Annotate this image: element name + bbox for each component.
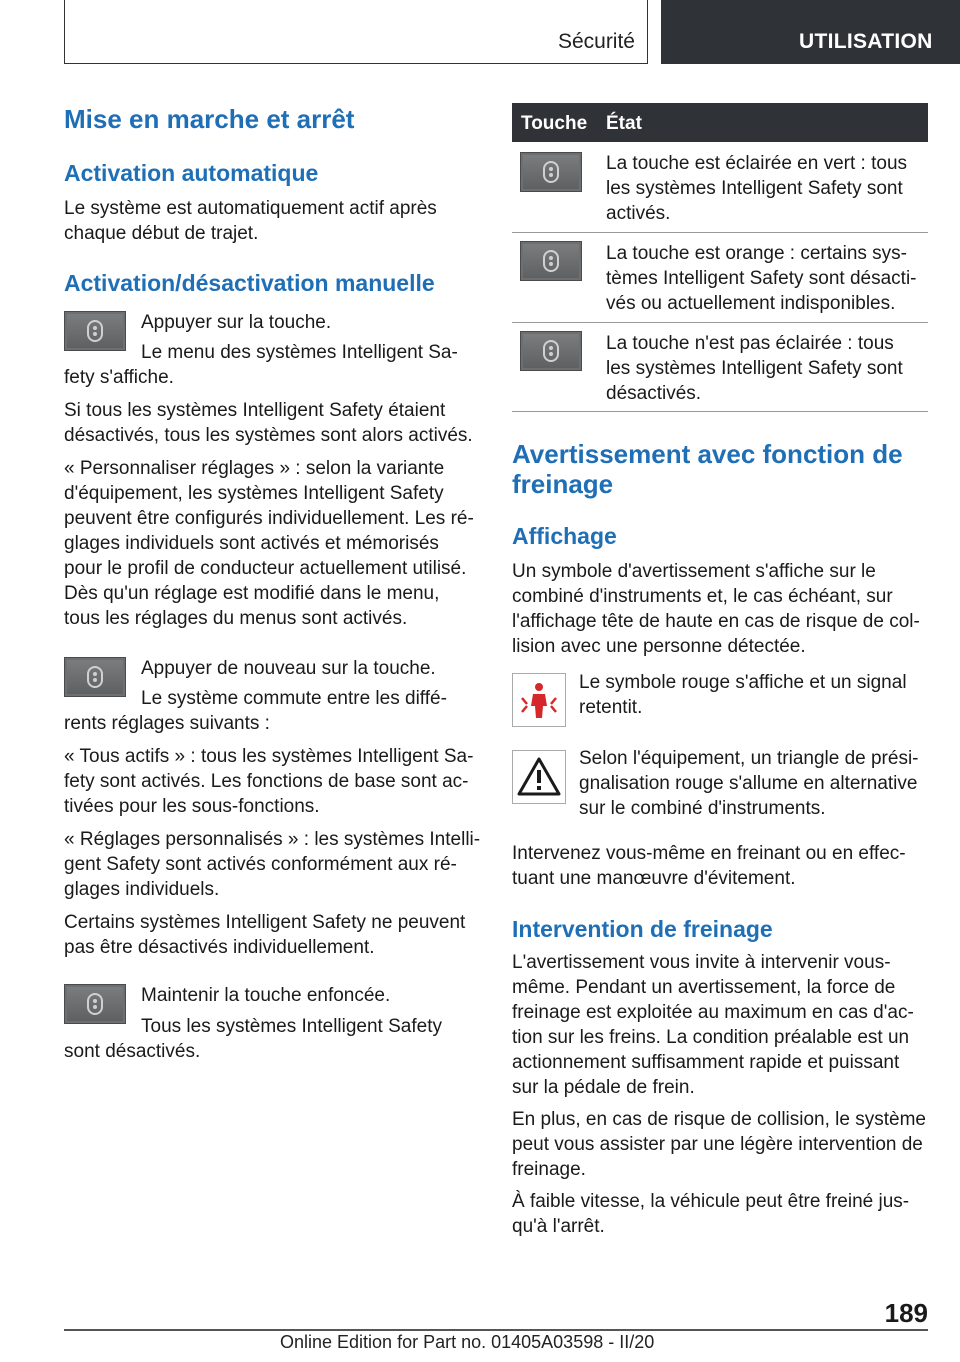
heading-brake-intervention: Intervention de freinage — [512, 916, 773, 942]
para2-line-3: peuvent être configurés individuellement. Les ré- — [64, 508, 474, 529]
heading-manual-activation: Activation/désactivation manuelle — [64, 270, 435, 296]
table-row2-line-1: La touche est orange : certains sys- — [606, 243, 907, 264]
para5-line-2: pas être désactivés individuellement. — [64, 937, 375, 958]
para4-line-1: « Réglages personnalisés » : les systèmes Intelli- — [64, 829, 481, 850]
auto-activation-line-1: Le système est automatiquement actif après — [64, 198, 437, 219]
triangle-line-1: Selon l'équipement, un triangle de prési- — [579, 748, 919, 769]
button-state-image-off — [520, 331, 582, 371]
para3-line-2: fety sont activés. Les fonctions de base sont ac- — [64, 771, 469, 792]
brake-line-3: freinage est exploitée au maximum en cas d'ac- — [512, 1002, 914, 1023]
brake-line-2: même. Pendant un avertissement, la force de — [512, 977, 896, 998]
brake-line-5: actionnement suffisamment rapide et puissant — [512, 1052, 900, 1073]
para5-line-1: Certains systèmes Intelligent Safety ne peuvent — [64, 912, 466, 933]
safety-button-icon — [85, 992, 105, 1016]
intervene-line-2: tuant une manœuvre d'évitement. — [512, 868, 796, 889]
section-title: Sécurité — [557, 30, 635, 53]
page-number: 189 — [884, 1298, 928, 1328]
heading-display: Affichage — [512, 523, 617, 549]
table-row2-line-2: tèmes Intelligent Safety sont désacti- — [606, 268, 917, 289]
para4-line-2: gent Safety sont activés conformément aux ré- — [64, 854, 457, 875]
table-row-divider — [512, 322, 928, 323]
intervene-line-1: Intervenez vous-même en freinant ou en effec- — [512, 843, 906, 864]
auto-activation-line-2: chaque début de trajet. — [64, 223, 259, 244]
warning-triangle-icon — [512, 750, 566, 804]
para3-line-1: « Tous actifs » : tous les systèmes Intelligent Sa- — [64, 746, 474, 767]
brake3-line-1: À faible vitesse, la véhicule peut être freiné jus- — [512, 1191, 910, 1212]
step1-line-2: Le menu des systèmes Intelligent Sa- — [141, 342, 458, 363]
display-line-4: lision avec une personne détectée. — [512, 636, 806, 657]
triangle-icon — [516, 756, 562, 798]
table-row3-line-2: les systèmes Intelligent Safety sont — [606, 358, 903, 379]
para2-line-1: « Personnaliser réglages » : selon la variante — [64, 458, 445, 479]
table-row-divider — [512, 232, 928, 233]
header-chapter-box — [661, 0, 960, 64]
para1-line-1: Si tous les systèmes Intelligent Safety étaient — [64, 400, 446, 421]
para2-line-6: Dès qu'un réglage est modifié dans le menu, — [64, 583, 440, 604]
heading-auto-activation: Activation automatique — [64, 160, 319, 186]
chapter-title: UTILISATION — [799, 30, 933, 53]
brake3-line-2: qu'à l'arrêt. — [512, 1216, 605, 1237]
pedestrian-red-icon — [517, 678, 561, 722]
footer-edition: Online Edition for Part no. 01405A03598 - II/20 — [280, 1332, 655, 1352]
step1-line-1: Appuyer sur la touche. — [141, 312, 332, 333]
step2-line-3: rents réglages suivants : — [64, 713, 270, 734]
brake-line-6: sur la pédale de frein. — [512, 1077, 695, 1098]
step2-line-1: Appuyer de nouveau sur la touche. — [141, 658, 436, 679]
table-row1-line-1: La touche est éclairée en vert : tous — [606, 153, 908, 174]
brake2-line-3: freinage. — [512, 1159, 586, 1180]
red-symbol-line-2: retentit. — [579, 697, 643, 718]
display-line-1: Un symbole d'avertissement s'affiche sur le — [512, 561, 876, 582]
para2-line-2: d'équipement, les systèmes Intelligent Safety — [64, 483, 444, 504]
table-row1-line-3: activés. — [606, 203, 671, 224]
footer-divider — [64, 1329, 928, 1331]
brake-line-1: L'avertissement vous invite à intervenir vous- — [512, 952, 891, 973]
intelligent-safety-button-image — [64, 311, 126, 351]
brake-line-4: tion sur les freins. La condition préalable est un — [512, 1027, 910, 1048]
brake2-line-1: En plus, en cas de risque de collision, le système — [512, 1109, 926, 1130]
intelligent-safety-button-image — [64, 657, 126, 697]
para3-line-3: tivées pour les sous-fonctions. — [64, 796, 320, 817]
table-header-etat: État — [606, 113, 642, 134]
table-bottom-border — [512, 411, 928, 412]
display-line-2: combiné d'instruments et, le cas échéant, sur — [512, 586, 893, 607]
table-header — [512, 103, 928, 142]
para2-line-4: glages individuels sont activés et mémorisés — [64, 533, 439, 554]
pedestrian-warning-icon — [512, 673, 566, 727]
button-state-image-orange — [520, 241, 582, 281]
para2-line-7: tous les réglages du menus sont activés. — [64, 608, 408, 629]
display-line-3: l'affichage tête de haute en cas de risque de col- — [512, 611, 920, 632]
table-row3-line-3: désactivés. — [606, 383, 702, 404]
step2-line-2: Le système commute entre les diffé- — [141, 688, 447, 709]
triangle-line-3: sur le combiné d'instruments. — [579, 798, 826, 819]
triangle-line-2: gnalisation rouge s'allume en alternative — [579, 773, 918, 794]
table-row3-line-1: La touche n'est pas éclairée : tous — [606, 333, 894, 354]
table-row2-line-3: vés ou actuellement indisponibles. — [606, 293, 896, 314]
header-section-box — [64, 0, 648, 64]
safety-button-icon — [85, 319, 105, 343]
section-title-warning-line-2: freinage — [512, 469, 614, 499]
intelligent-safety-button-image — [64, 984, 126, 1024]
para1-line-2: désactivés, tous les systèmes sont alors activés. — [64, 425, 473, 446]
para2-line-5: pour le profil de conducteur actuellement utilisé. — [64, 558, 467, 579]
brake2-line-2: peut vous assister par une légère intervention de — [512, 1134, 923, 1155]
step3-line-1: Maintenir la touche enfoncée. — [141, 985, 391, 1006]
button-state-image-green — [520, 152, 582, 192]
table-header-touche: Touche — [521, 113, 588, 134]
safety-button-off-icon — [541, 339, 561, 363]
page-title: Mise en marche et arrêt — [64, 104, 355, 134]
red-symbol-line-1: Le symbole rouge s'affiche et un signal — [579, 672, 907, 693]
table-row1-line-2: les systèmes Intelligent Safety sont — [606, 178, 903, 199]
step3-line-2: Tous les systèmes Intelligent Safety — [141, 1016, 442, 1037]
safety-button-icon — [85, 665, 105, 689]
safety-button-green-icon — [541, 160, 561, 184]
step3-line-3: sont désactivés. — [64, 1041, 201, 1062]
safety-button-orange-icon — [541, 249, 561, 273]
para4-line-3: glages individuels. — [64, 879, 220, 900]
section-title-warning-line-1: Avertissement avec fonction de — [512, 439, 903, 469]
step1-line-3: fety s'affiche. — [64, 367, 174, 388]
